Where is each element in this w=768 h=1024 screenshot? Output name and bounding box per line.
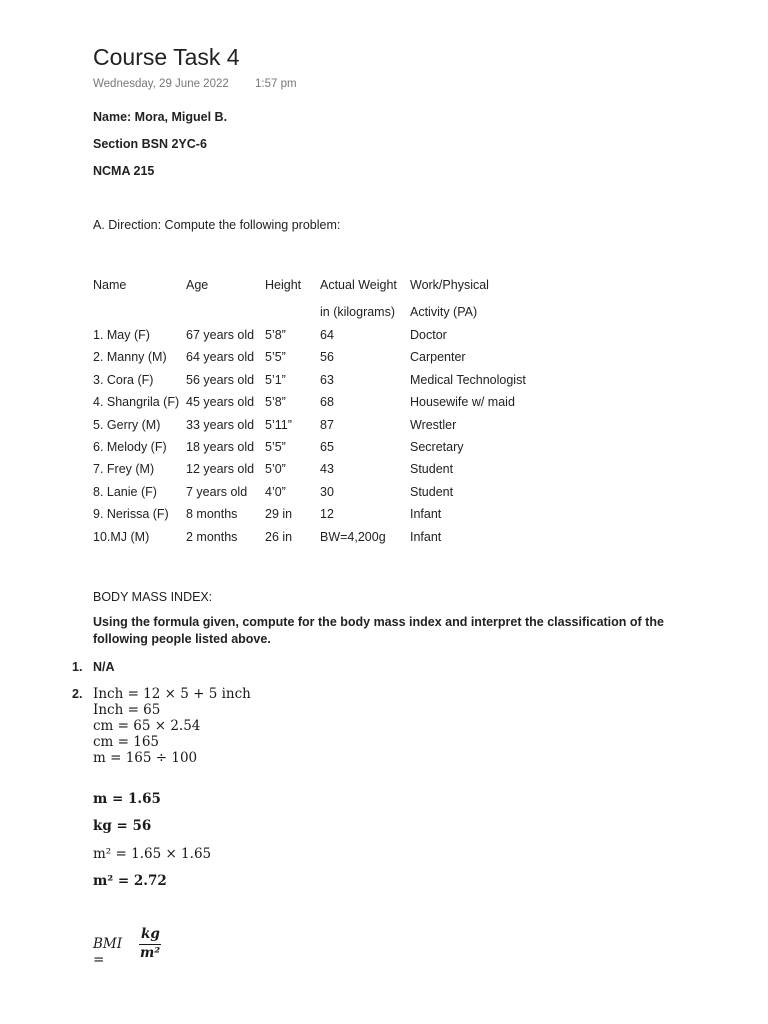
table-row-1-cell-age: 67 years old bbox=[186, 328, 255, 342]
table-row-7-cell-height: 5’0” bbox=[265, 462, 286, 476]
table-row-9-cell-height: 29 in bbox=[265, 507, 293, 521]
table-row-6-cell-age: 18 years old bbox=[186, 440, 255, 454]
table-row-5-cell-name: 5. Gerry (M) bbox=[93, 418, 161, 432]
math-m2-result: m² = 2.72 bbox=[93, 873, 167, 889]
math-step-5: m = 165 ÷ 100 bbox=[93, 750, 198, 766]
table-row-3-cell-name: 3. Cora (F) bbox=[93, 373, 154, 387]
table-row-2-cell-height: 5’5” bbox=[265, 350, 286, 364]
table-row-2-cell-activity: Carpenter bbox=[410, 350, 466, 364]
table-row-10-cell-age: 2 months bbox=[186, 530, 238, 544]
student-section: Section BSN 2YC-6 bbox=[93, 137, 207, 151]
table-row-1-cell-activity: Doctor bbox=[410, 328, 447, 342]
table-row-2-cell-weight: 56 bbox=[320, 350, 334, 364]
table-row-6-cell-weight: 65 bbox=[320, 440, 334, 454]
table-row-6-cell-height: 5’5” bbox=[265, 440, 286, 454]
table-row-1-cell-height: 5’8” bbox=[265, 328, 286, 342]
table-row-1-cell-name: 1. May (F) bbox=[93, 328, 150, 342]
table-row-9-cell-activity: Infant bbox=[410, 507, 442, 521]
table-row-4-cell-name: 4. Shangrila (F) bbox=[93, 395, 180, 409]
table-row-7-cell-name: 7. Frey (M) bbox=[93, 462, 155, 476]
bmi-heading: BODY MASS INDEX: bbox=[93, 590, 213, 604]
table-row-9-cell-weight: 12 bbox=[320, 507, 334, 521]
table-row-6-cell-name: 6. Melody (F) bbox=[93, 440, 167, 454]
table-row-7-cell-weight: 43 bbox=[320, 462, 334, 476]
column-subheader-activity: Activity (PA) bbox=[410, 305, 478, 319]
table-row-3-cell-weight: 63 bbox=[320, 373, 334, 387]
math-step-2: Inch = 65 bbox=[93, 702, 161, 718]
table-row-5-cell-age: 33 years old bbox=[186, 418, 255, 432]
table-row-10-cell-name: 10.MJ (M) bbox=[93, 530, 150, 544]
page-date: Wednesday, 29 June 2022 bbox=[93, 78, 229, 90]
page-time: 1:57 pm bbox=[255, 78, 297, 90]
table-row-4-cell-height: 5’8” bbox=[265, 395, 286, 409]
table-row-5-cell-height: 5’11” bbox=[265, 418, 292, 432]
page-title: Course Task 4 bbox=[93, 44, 240, 70]
table-row-7-cell-age: 12 years old bbox=[186, 462, 255, 476]
table-row-8-cell-activity: Student bbox=[410, 485, 454, 499]
bmi-formula-denominator: m² bbox=[140, 945, 161, 961]
table-row-4-cell-weight: 68 bbox=[320, 395, 334, 409]
column-subheader-weight: in (kilograms) bbox=[320, 305, 396, 319]
table-row-2-cell-name: 2. Manny (M) bbox=[93, 350, 167, 364]
table-row-10-cell-activity: Infant bbox=[410, 530, 442, 544]
math-step-4: cm = 165 bbox=[93, 734, 160, 750]
math-step-3: cm = 65 × 2.54 bbox=[93, 718, 201, 734]
column-header-weight: Actual Weight bbox=[320, 278, 397, 292]
table-row-8-cell-age: 7 years old bbox=[186, 485, 248, 499]
bmi-instruction: Using the formula given, compute for the body mass index and interpret the classification of the following people listed above. bbox=[93, 615, 664, 646]
table-row-4-cell-activity: Housewife w/ maid bbox=[410, 395, 515, 409]
table-row-9-cell-name: 9. Nerissa (F) bbox=[93, 507, 169, 521]
column-header-age: Age bbox=[186, 278, 209, 292]
table-row-8-cell-height: 4’0” bbox=[265, 485, 286, 499]
table-row-5-cell-activity: Wrestler bbox=[410, 418, 457, 432]
table-row-4-cell-age: 45 years old bbox=[186, 395, 255, 409]
table-row-8-cell-name: 8. Lanie (F) bbox=[93, 485, 157, 499]
math-m2-calc: m² = 1.65 × 1.65 bbox=[93, 846, 212, 862]
column-header-name: Name bbox=[93, 278, 127, 292]
bmi-formula-numerator: kg bbox=[141, 926, 160, 942]
table-row-5-cell-weight: 87 bbox=[320, 418, 334, 432]
table-row-3-cell-age: 56 years old bbox=[186, 373, 255, 387]
table-row-10-cell-height: 26 in bbox=[265, 530, 293, 544]
student-name: Name: Mora, Miguel B. bbox=[93, 110, 228, 124]
bmi-formula-lhs: BMI = bbox=[93, 936, 123, 968]
math-kg-result: kg = 56 bbox=[93, 818, 152, 834]
column-header-activity: Work/Physical bbox=[410, 278, 489, 292]
math-m-result: m = 1.65 bbox=[93, 791, 161, 807]
list-item-1-text: N/A bbox=[93, 660, 115, 674]
table-row-7-cell-activity: Student bbox=[410, 462, 454, 476]
course-code: NCMA 215 bbox=[93, 164, 155, 178]
table-row-1-cell-weight: 64 bbox=[320, 328, 334, 342]
table-row-9-cell-age: 8 months bbox=[186, 507, 238, 521]
table-row-3-cell-height: 5’1” bbox=[265, 373, 286, 387]
table-row-6-cell-activity: Secretary bbox=[410, 440, 464, 454]
table-row-10-cell-weight: BW=4,200g bbox=[320, 530, 386, 544]
math-step-1: Inch = 12 × 5 + 5 inch bbox=[93, 686, 251, 702]
table-row-2-cell-age: 64 years old bbox=[186, 350, 255, 364]
list-number-2: 2. bbox=[72, 687, 83, 701]
table-row-8-cell-weight: 30 bbox=[320, 485, 334, 499]
column-header-height: Height bbox=[265, 278, 302, 292]
list-number-1: 1. bbox=[72, 660, 83, 674]
table-row-3-cell-activity: Medical Technologist bbox=[410, 373, 526, 387]
direction-text: A. Direction: Compute the following problem: bbox=[93, 218, 341, 232]
